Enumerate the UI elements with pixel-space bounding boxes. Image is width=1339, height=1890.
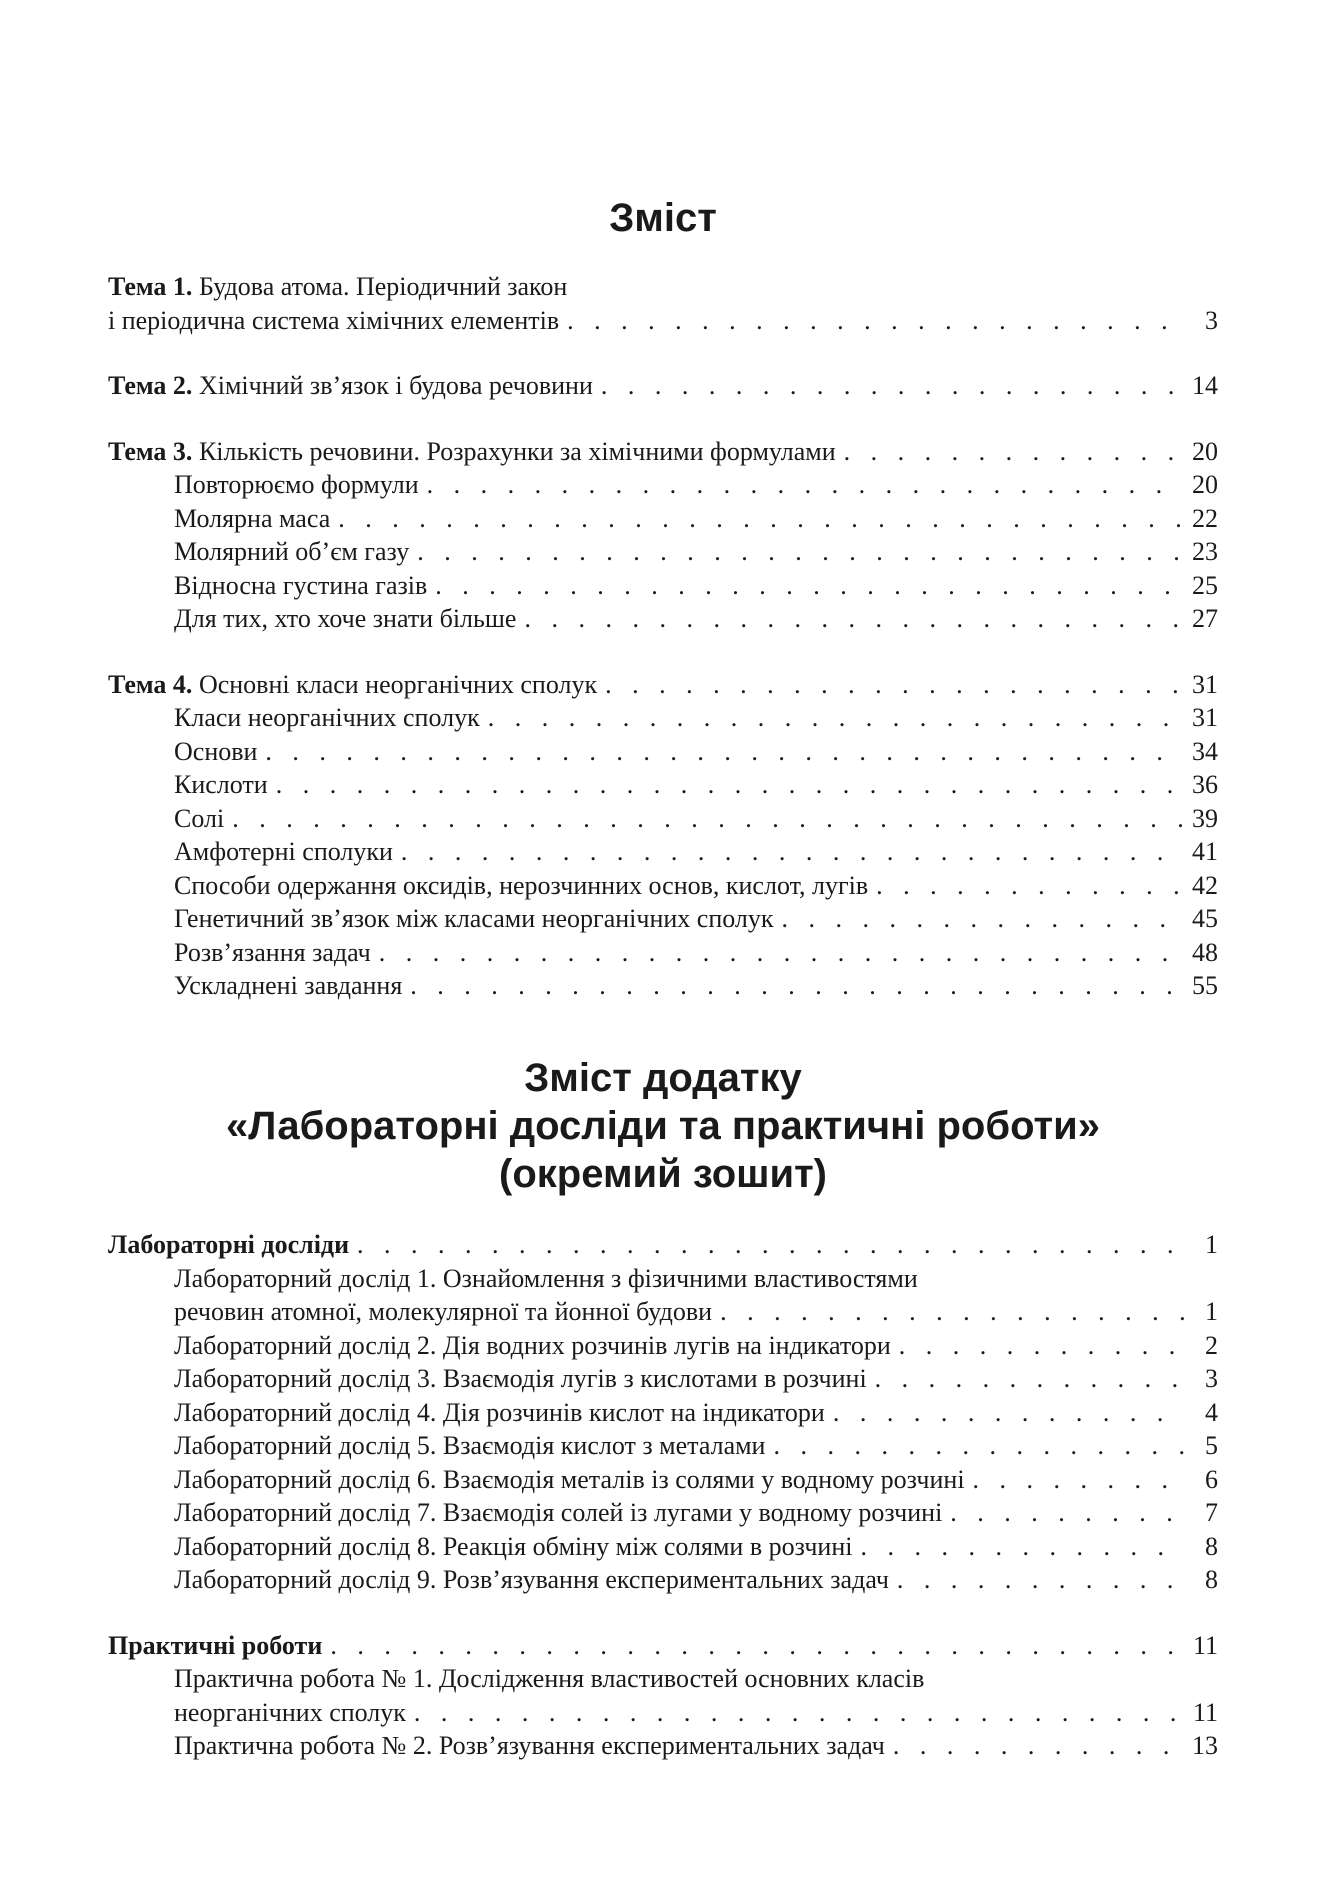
page-number: 34: [1192, 736, 1218, 766]
toc-subentry[interactable]: [108, 468, 1218, 502]
toc-subentry[interactable]: [108, 1496, 1218, 1530]
toc-entry[interactable]: [108, 435, 1218, 469]
appendix-title-line: «Лабораторні досліди та практичні роботи»: [226, 1104, 1100, 1148]
leader-dots: [265, 735, 1184, 769]
subentry-title: Відносна густина газів: [174, 570, 428, 600]
leader-dots: [720, 1295, 1184, 1329]
page-number: 8: [1205, 1531, 1218, 1561]
page-number: 1: [1205, 1297, 1218, 1326]
subentry-title: Повторюємо формули: [174, 470, 419, 499]
page-number: 31: [1192, 669, 1218, 699]
page-number: 23: [1192, 537, 1218, 566]
appendix-contents-list: [108, 1228, 1218, 1795]
subentry-title: Лабораторний дослід 6. Взаємодія металів із солями у водному розчині: [174, 1464, 965, 1494]
subentry-title-continued: речовин атомної, молекулярної та йонної будови: [174, 1297, 713, 1326]
toc-subentry[interactable]: [108, 1262, 1218, 1296]
leader-dots: [860, 1530, 1184, 1564]
page-number: 45: [1192, 904, 1218, 933]
leader-dots: [524, 602, 1184, 636]
toc-entry[interactable]: [108, 1228, 1218, 1262]
leader-dots: [379, 936, 1184, 970]
topic-title: Основні класи неорганічних сполук: [192, 669, 598, 699]
toc-subentry[interactable]: [108, 502, 1218, 536]
leader-dots: [844, 435, 1184, 469]
page-number: 20: [1192, 436, 1218, 466]
subentry-title: Солі: [174, 803, 225, 833]
subentry-title: Генетичний зв’язок між класами неорганічних сполук: [174, 904, 774, 933]
leader-dots: [435, 569, 1184, 603]
subentry-title: Класи неорганічних сполук: [174, 703, 480, 732]
subentry-title: Практична робота № 2. Розв’язування експериментальних задач: [174, 1731, 885, 1760]
toc-subentry[interactable]: [108, 1295, 1218, 1329]
page-number: 7: [1205, 1498, 1218, 1527]
page-number: 3: [1205, 305, 1218, 335]
subentry-title: Лабораторний дослід 8. Реакція обміну між солями в розчині: [174, 1531, 853, 1561]
topic-title: Кількість речовини. Розрахунки за хімічними формулами: [192, 436, 836, 466]
leader-dots: [414, 1696, 1184, 1730]
leader-dots: [605, 668, 1184, 702]
topic-1: [108, 270, 1218, 337]
subentry-title: Молярний об’єм газу: [174, 537, 410, 566]
appendix-title-line: Зміст додатку: [524, 1056, 802, 1100]
leader-dots: [773, 1429, 1184, 1463]
page-number: 14: [1192, 371, 1218, 400]
leader-dots: [893, 1729, 1184, 1763]
toc-subentry[interactable]: [108, 1396, 1218, 1430]
toc-entry[interactable]: [108, 304, 1218, 338]
page-number: 39: [1192, 803, 1218, 833]
leader-dots: [833, 1396, 1184, 1430]
topic-prefix: Тема 1.: [108, 272, 193, 301]
leader-dots: [427, 468, 1184, 502]
toc-subentry[interactable]: [108, 936, 1218, 970]
subentry-title: Способи одержання оксидів, нерозчинних основ, кислот, лугів: [174, 870, 869, 900]
toc-subentry[interactable]: [108, 735, 1218, 769]
toc-entry[interactable]: [108, 369, 1218, 403]
section-title: Лабораторні досліди: [108, 1230, 350, 1259]
page-number: 4: [1205, 1397, 1218, 1427]
leader-dots: [417, 535, 1184, 569]
toc-subentry[interactable]: [108, 701, 1218, 735]
leader-dots: [899, 1329, 1184, 1363]
subentry-title: Амфотерні сполуки: [174, 837, 393, 866]
toc-entry[interactable]: [108, 1629, 1218, 1663]
toc-subentry[interactable]: [108, 602, 1218, 636]
leader-dots: [276, 768, 1184, 802]
page-number: 1: [1205, 1230, 1218, 1259]
page-number: 5: [1205, 1431, 1218, 1460]
page-number: 25: [1192, 570, 1218, 600]
toc-subentry[interactable]: [108, 1329, 1218, 1363]
subentry-title: Лабораторний дослід 7. Взаємодія солей із лугами у водному розчині: [174, 1498, 943, 1527]
page-number: 8: [1205, 1565, 1218, 1594]
page-number: 48: [1192, 937, 1218, 967]
subentry-title: Лабораторний дослід 3. Взаємодія лугів з кислотами в розчині: [174, 1364, 867, 1393]
toc-entry[interactable]: [108, 270, 1218, 304]
topic-prefix: Тема 2.: [108, 371, 193, 400]
subentry-title: Лабораторний дослід 4. Дія розчинів кислот на індикатори: [174, 1397, 825, 1427]
leader-dots: [876, 869, 1184, 903]
toc-subentry[interactable]: [108, 1463, 1218, 1497]
toc-entry[interactable]: [108, 668, 1218, 702]
toc-subentry[interactable]: [108, 1362, 1218, 1396]
leader-dots: [875, 1362, 1184, 1396]
subentry-title: Лабораторний дослід 1. Ознайомлення з фізичними властивостями: [174, 1263, 918, 1293]
subentry-title: Для тих, хто хоче знати більше: [174, 604, 517, 633]
contents-title: Зміст: [609, 196, 717, 240]
leader-dots: [601, 369, 1184, 403]
subentry-title: Ускладнені завдання: [174, 971, 403, 1000]
page-number: 11: [1192, 1697, 1218, 1727]
leader-dots: [330, 1629, 1184, 1663]
page-number: 41: [1192, 837, 1218, 866]
toc-subentry[interactable]: [108, 869, 1218, 903]
toc-subentry[interactable]: [108, 1530, 1218, 1564]
appendix-title-line: (окремий зошит): [499, 1152, 827, 1196]
page-number: 55: [1192, 971, 1218, 1000]
page-number: 3: [1205, 1364, 1218, 1393]
leader-dots: [950, 1496, 1184, 1530]
toc-subentry[interactable]: [108, 1696, 1218, 1730]
subentry-title: Розв’язання задач: [174, 937, 371, 967]
leader-dots: [488, 701, 1184, 735]
leader-dots: [410, 969, 1184, 1003]
toc-subentry[interactable]: [108, 1563, 1218, 1597]
leader-dots: [338, 502, 1184, 536]
toc-subentry[interactable]: [108, 569, 1218, 603]
topic-title-continued: і періодична система хімічних елементів: [108, 305, 560, 335]
page-number: 2: [1205, 1330, 1218, 1360]
labs-section: [108, 1228, 1218, 1597]
page-number: 27: [1192, 604, 1218, 633]
contents-list: [108, 270, 1218, 1035]
subentry-title: Молярна маса: [174, 503, 331, 533]
topic-prefix: Тема 3.: [108, 436, 193, 466]
leader-dots: [973, 1463, 1184, 1497]
topic-prefix: Тема 4.: [108, 669, 193, 699]
leader-dots: [567, 304, 1184, 338]
subentry-title: Лабораторний дослід 9. Розв’язування експериментальних задач: [174, 1565, 889, 1594]
subentry-title-continued: неорганічних сполук: [174, 1697, 406, 1727]
subentry-title: Лабораторний дослід 5. Взаємодія кислот з металами: [174, 1431, 766, 1460]
page-number: 22: [1192, 503, 1218, 533]
topic-2: [108, 369, 1218, 403]
leader-dots: [401, 835, 1184, 869]
page-number: 42: [1192, 870, 1218, 900]
topic-title: Будова атома. Періодичний закон: [192, 272, 568, 301]
toc-subentry[interactable]: [108, 1662, 1218, 1696]
appendix-heading: [108, 1054, 1218, 1198]
toc-subentry[interactable]: [108, 969, 1218, 1003]
subentry-title: Кислоти: [174, 770, 268, 799]
page-number: 6: [1205, 1464, 1218, 1494]
section-title: Практичні роботи: [108, 1630, 323, 1660]
subentry-title: Практична робота № 1. Дослідження властивостей основних класів: [174, 1664, 925, 1693]
leader-dots: [897, 1563, 1184, 1597]
topic-3: [108, 435, 1218, 636]
leader-dots: [232, 802, 1184, 836]
practicals-section: [108, 1629, 1218, 1763]
topic-title: Хімічний зв’язок і будова речовини: [192, 371, 593, 400]
subentry-title: Лабораторний дослід 2. Дія водних розчинів лугів на індикатори: [174, 1330, 891, 1360]
toc-subentry[interactable]: [108, 768, 1218, 802]
toc-subentry[interactable]: [108, 802, 1218, 836]
toc-subentry[interactable]: [108, 535, 1218, 569]
subentry-title: Основи: [174, 736, 258, 766]
toc-subentry[interactable]: [108, 1429, 1218, 1463]
toc-subentry[interactable]: [108, 902, 1218, 936]
toc-subentry[interactable]: [108, 835, 1218, 869]
leader-dots: [357, 1228, 1184, 1262]
page-number: 20: [1192, 470, 1218, 499]
page-number: 31: [1192, 703, 1218, 732]
topic-4: [108, 668, 1218, 1003]
page-number: 36: [1192, 770, 1218, 799]
page-number: 13: [1192, 1731, 1218, 1760]
page-number: 11: [1192, 1630, 1218, 1660]
toc-subentry[interactable]: [108, 1729, 1218, 1763]
leader-dots: [782, 902, 1184, 936]
